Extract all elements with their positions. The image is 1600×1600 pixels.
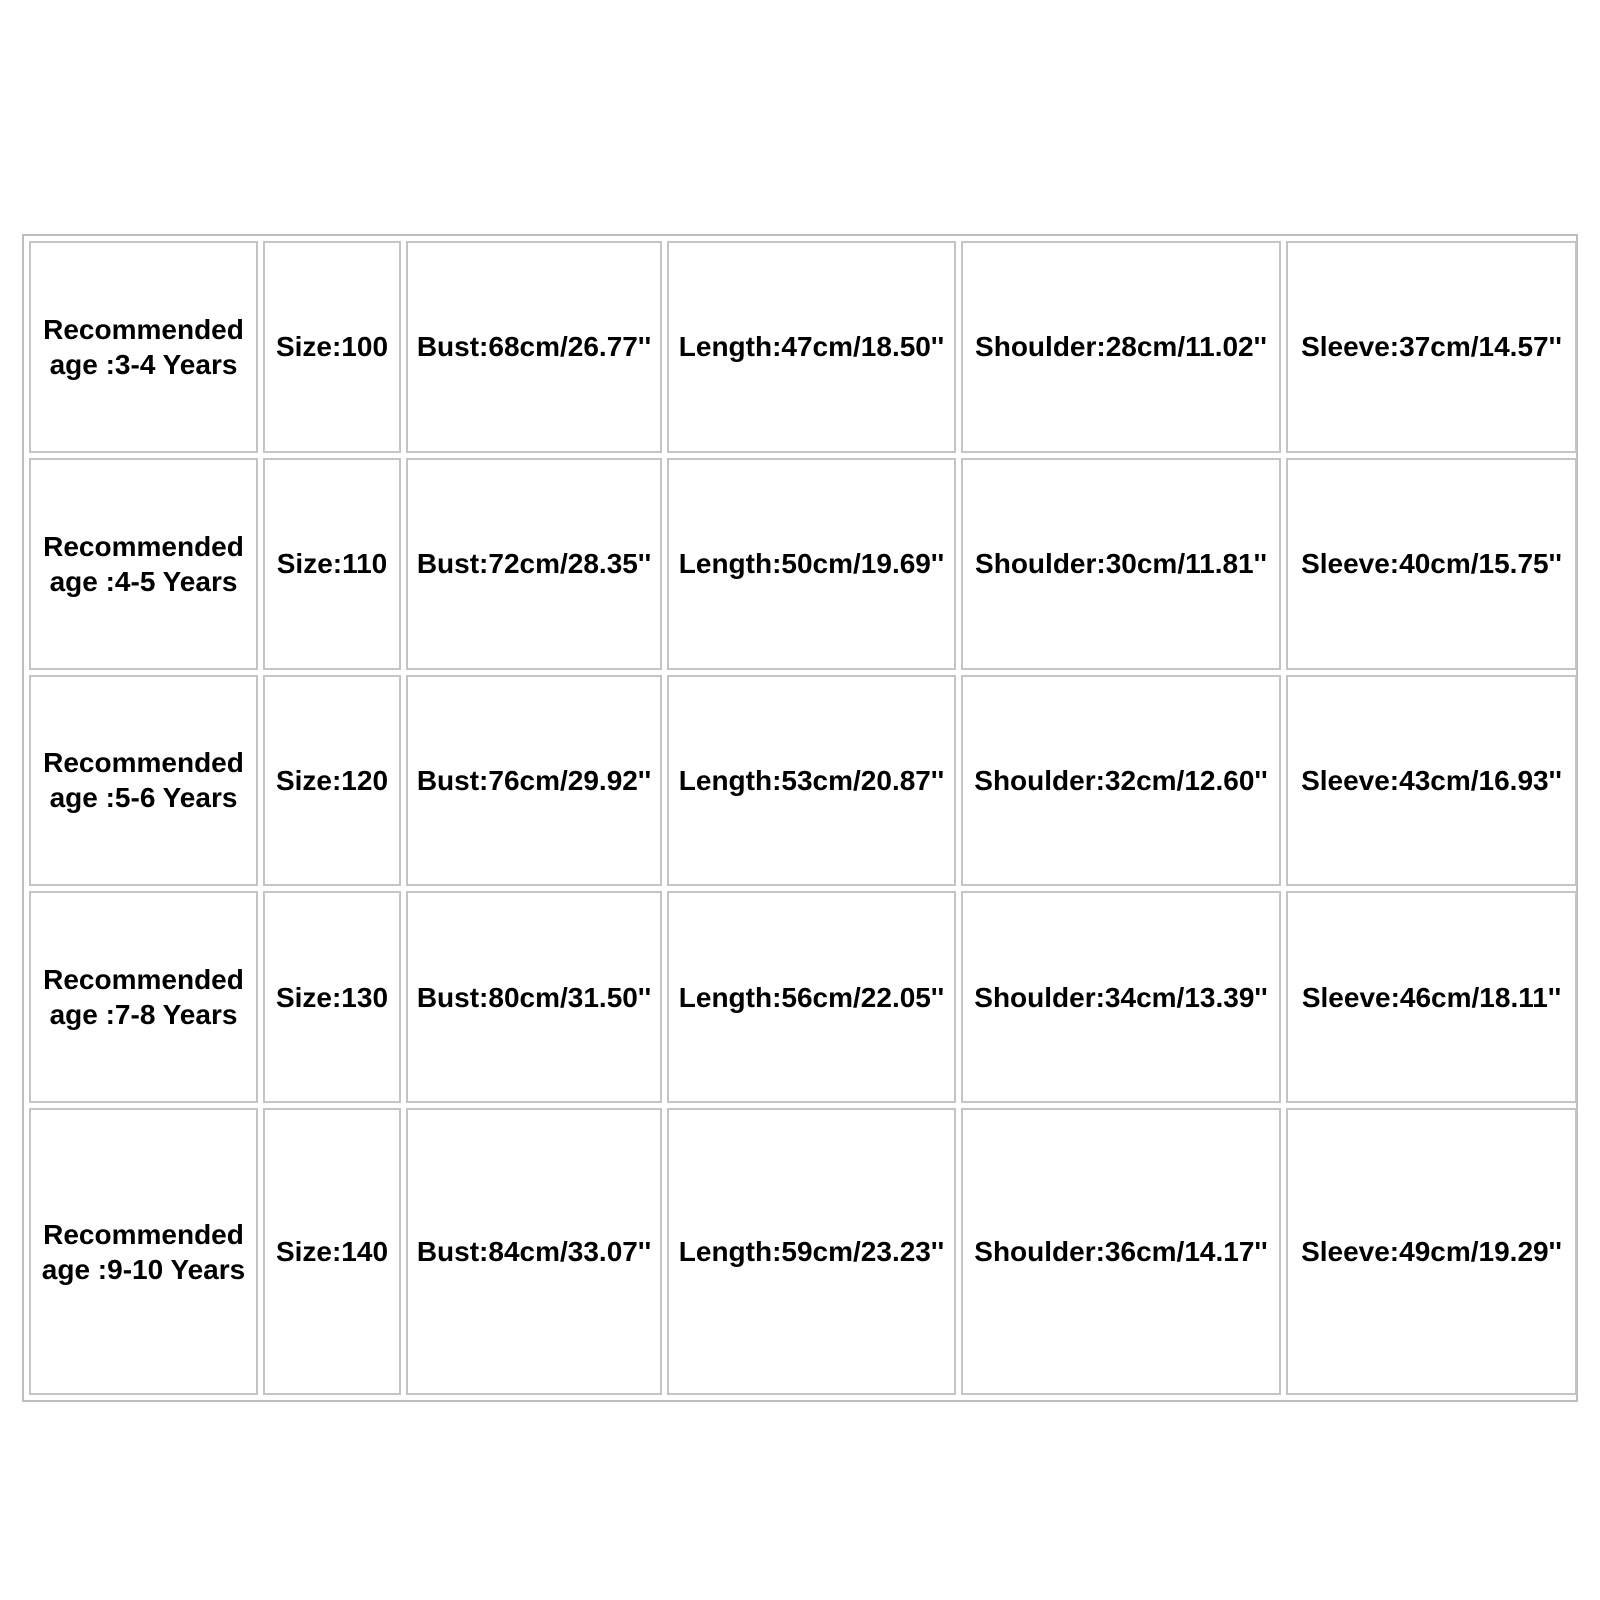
length-cell: Length:53cm/20.87'' [667, 675, 956, 887]
shoulder-cell: Shoulder:36cm/14.17'' [961, 1108, 1281, 1395]
shoulder-cell: Shoulder:34cm/13.39'' [961, 891, 1281, 1103]
age-value: age :7-8 Years [49, 999, 238, 1031]
age-cell [29, 458, 258, 670]
shoulder-cell: Shoulder:32cm/12.60'' [961, 675, 1281, 887]
age-label: Recommended [43, 1218, 244, 1250]
sleeve-cell: Sleeve:49cm/19.29'' [1286, 1108, 1577, 1395]
age-cell [29, 891, 258, 1103]
table-row [29, 675, 1577, 887]
age-label: Recommended [43, 747, 244, 779]
age-label: Recommended [43, 313, 244, 345]
length-cell: Length:56cm/22.05'' [667, 891, 956, 1103]
sleeve-cell: Sleeve:37cm/14.57'' [1286, 241, 1577, 453]
age-cell [29, 241, 258, 453]
table-row [29, 241, 1577, 453]
table-row [29, 458, 1577, 670]
table-row [29, 891, 1577, 1103]
shoulder-cell: Shoulder:28cm/11.02'' [961, 241, 1281, 453]
table-row [29, 1108, 1577, 1395]
age-value: age :4-5 Years [49, 565, 238, 597]
sleeve-cell: Sleeve:43cm/16.93'' [1286, 675, 1577, 887]
bust-cell: Bust:80cm/31.50'' [406, 891, 662, 1103]
length-cell: Length:47cm/18.50'' [667, 241, 956, 453]
size-cell: Size:100 [263, 241, 401, 453]
age-label: Recommended [43, 530, 244, 562]
bust-cell: Bust:76cm/29.92'' [406, 675, 662, 887]
size-cell: Size:120 [263, 675, 401, 887]
bust-cell: Bust:72cm/28.35'' [406, 458, 662, 670]
bust-cell: Bust:84cm/33.07'' [406, 1108, 662, 1395]
age-value: age :9-10 Years [41, 1253, 246, 1285]
size-cell: Size:140 [263, 1108, 401, 1395]
size-cell: Size:130 [263, 891, 401, 1103]
length-cell: Length:50cm/19.69'' [667, 458, 956, 670]
sleeve-cell: Sleeve:46cm/18.11'' [1286, 891, 1577, 1103]
age-label: Recommended [43, 964, 244, 996]
length-cell: Length:59cm/23.23'' [667, 1108, 956, 1395]
shoulder-cell: Shoulder:30cm/11.81'' [961, 458, 1281, 670]
age-cell [29, 675, 258, 887]
size-chart-table [22, 234, 1578, 1402]
bust-cell: Bust:68cm/26.77'' [406, 241, 662, 453]
age-value: age :3-4 Years [49, 348, 238, 380]
size-chart-grid [24, 236, 1582, 1400]
size-cell: Size:110 [263, 458, 401, 670]
age-cell [29, 1108, 258, 1395]
age-value: age :5-6 Years [49, 782, 238, 814]
sleeve-cell: Sleeve:40cm/15.75'' [1286, 458, 1577, 670]
